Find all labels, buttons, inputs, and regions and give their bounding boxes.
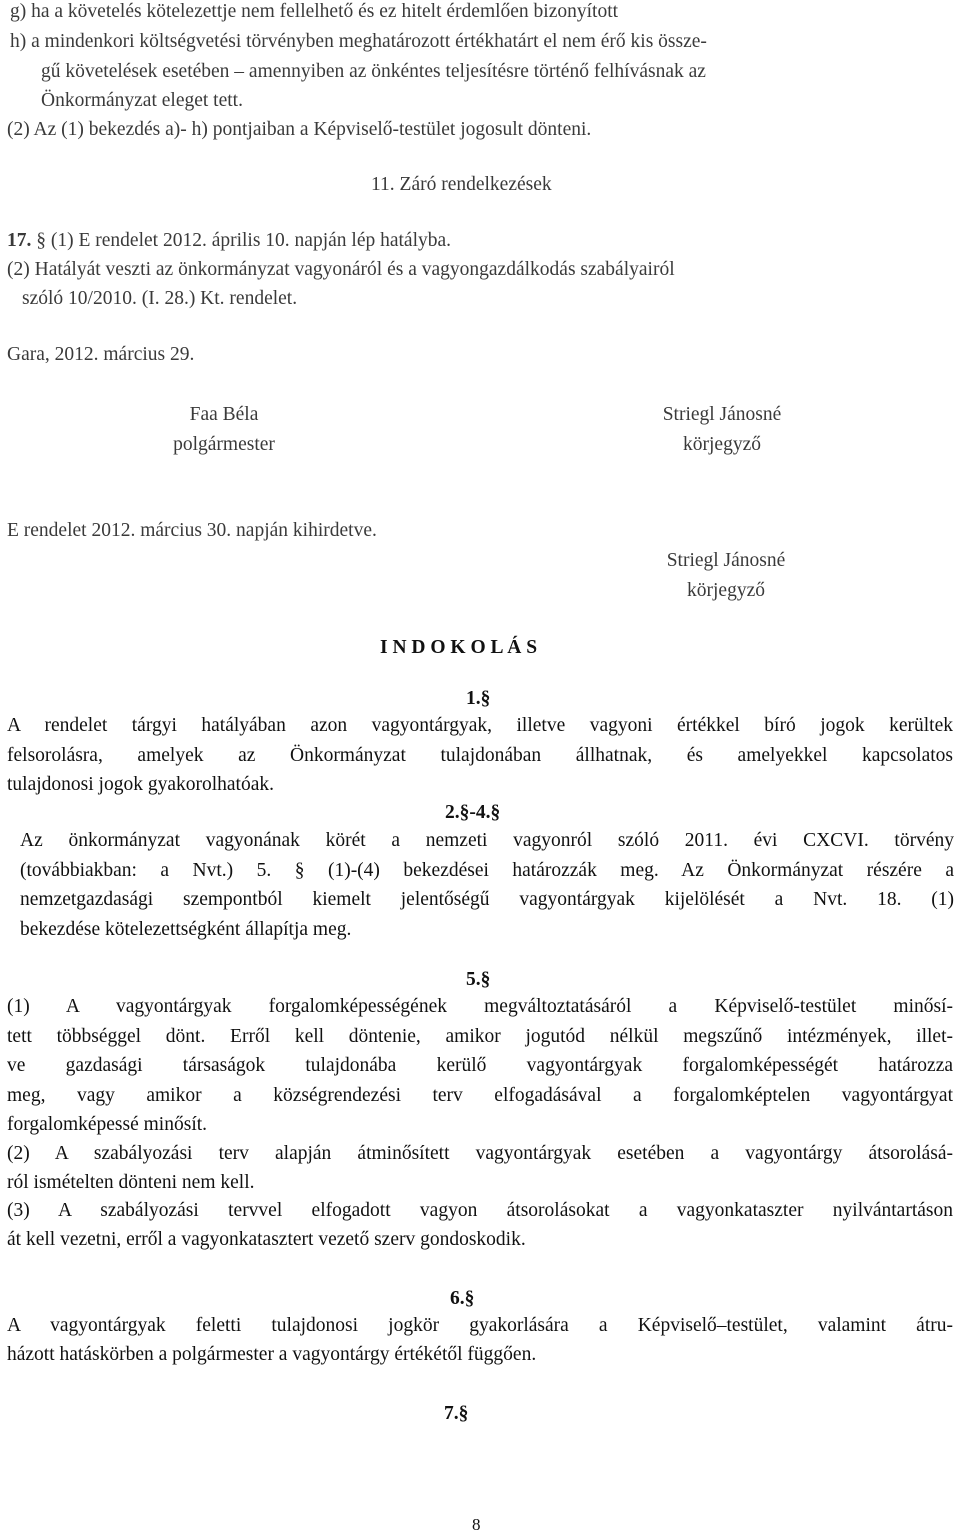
just-s2-line: bekezdése kötelezettségként állapítja meg. <box>20 919 352 940</box>
item-g: g) ha a követelés kötelezettje nem fellelhető és ez hitelt érdemlően bizonyított <box>10 1 619 22</box>
just-s5-line: (1) A vagyontárgyak forgalomképességének megváltoztatásáról a Képviselő-testület minősí- <box>7 996 953 1017</box>
notary-name: Striegl Jánosné <box>662 404 782 425</box>
just-section-6-text <box>7 1311 953 1341</box>
just-s7-num: 7. <box>444 1403 459 1424</box>
section-sign-icon: § <box>480 688 491 709</box>
item-h-line2: gű követelések esetében – amennyiben az önkéntes teljesítésre történő felhívásnak az <box>41 61 706 82</box>
mayor-title: polgármester <box>173 433 275 455</box>
place-date: Gara, 2012. március 29. <box>7 344 195 365</box>
just-s2-num: 2. <box>445 802 460 823</box>
just-s6-line: A vagyontárgyak feletti tulajdonosi jogkör gyakorlására a Képviselő–testület, valamint átru- <box>7 1315 953 1336</box>
item-h-line3: Önkormányzat eleget tett. <box>41 90 243 111</box>
section-sign-icon: § <box>458 1403 469 1424</box>
notary-title: körjegyző <box>683 433 761 455</box>
item-h-line1: h) a mindenkori költségvetési törvényben meghatározott értékhatárt el nem érő kis össze- <box>10 31 707 52</box>
just-s1-line: felsorolásra, amelyek az Önkormányzat tulajdonában állhatnak, és amelyekkel kapcsolatos <box>7 744 953 766</box>
just-s2-line: Az önkormányzat vagyonának körét a nemzeti vagyonról szóló 2011. évi CXCVI. törvény <box>20 830 954 851</box>
chapter-title: 11. Záró rendelkezések <box>371 174 552 195</box>
just-s2-line: (továbbiakban: a Nvt.) 5. § (1)-(4) bekezdései határozzák meg. Az Önkormányzat részére a <box>20 859 954 881</box>
just-section-5-number <box>466 965 490 995</box>
mayor-signature <box>124 400 324 459</box>
just-section-2-4-text <box>20 826 954 915</box>
just-section-2-4-number <box>445 798 500 828</box>
just-s5-line: (2) A szabályozási terv alapján átminősített vagyontárgyak esetében a vagyontárgy átsorolásá- <box>7 1143 953 1164</box>
just-s2-line: nemzetgazdasági szempontból kiemelt jelentőségű vagyontárgyak kijelölését a Nvt. 18. (1) <box>20 889 954 910</box>
notary2-title: körjegyző <box>687 579 765 601</box>
notary-signature-2 <box>626 546 826 605</box>
notary-signature <box>622 400 822 459</box>
section-sign-icon: § <box>36 230 46 251</box>
section-17-p2-line1: (2) Hatályát veszti az önkormányzat vagyonáról és a vagyongazdálkodás szabályairól <box>7 259 675 280</box>
just-s6-num: 6. <box>450 1288 465 1309</box>
section-sign-icon: § <box>490 802 501 823</box>
just-section-1-number <box>466 684 490 714</box>
just-s6-line: házott hatáskörben a polgármester a vagyontárgy értékétől függően. <box>7 1344 537 1365</box>
just-s4-num: -4. <box>469 802 491 823</box>
section-17-p2-line2: szóló 10/2010. (I. 28.) Kt. rendelet. <box>22 288 298 309</box>
promulgation: E rendelet 2012. március 30. napján kihirdetve. <box>7 520 377 541</box>
just-section-5-text-a <box>7 992 953 1110</box>
just-s1-line: A rendelet tárgyi hatályában azon vagyontárgyak, illetve vagyoni értékkel bíró jogok kerültek <box>7 715 953 736</box>
section-17-text: (1) E rendelet 2012. április 10. napján lép hatályba. <box>46 230 452 251</box>
section-17-line <box>7 226 451 256</box>
just-s5-line: meg, vagy amikor a községrendezési terv elfogadásával a forgalomképtelen vagyontárgyat <box>7 1084 953 1106</box>
just-s5-line: forgalomképessé minősít. <box>7 1114 208 1135</box>
just-s5-num: 5. <box>466 969 481 990</box>
paragraph-2: (2) Az (1) bekezdés a)- h) pontjaiban a Képviselő-testület jogosult dönteni. <box>7 119 592 140</box>
justification-heading: I N D O K O L Á S <box>380 637 538 658</box>
just-section-6-number <box>450 1284 474 1314</box>
section-sign-icon: § <box>459 802 470 823</box>
just-section-5-text-b <box>7 1139 953 1169</box>
page-number: 8 <box>472 1515 481 1534</box>
section-sign-icon: § <box>464 1288 475 1309</box>
mayor-name: Faa Béla <box>189 404 259 425</box>
section-sign-icon: § <box>294 859 305 881</box>
section-sign-icon: § <box>480 969 491 990</box>
just-section-7-number <box>444 1399 468 1429</box>
just-section-1-text <box>7 711 953 770</box>
just-section-5-text-c <box>7 1196 953 1226</box>
just-s5-line: ról ismételten dönteni nem kell. <box>7 1172 255 1193</box>
just-s5-line: tett többséggel dönt. Erről kell döntenie, amikor jogutód nélkül megszűnő intézmények, illet- <box>7 1025 953 1047</box>
section-17-number: 17. <box>7 230 32 251</box>
notary2-name: Striegl Jánosné <box>666 550 786 571</box>
just-s1-num: 1. <box>466 688 481 709</box>
just-s5-line: át kell vezetni, erről a vagyonkatasztert vezető szerv gondoskodik. <box>7 1229 526 1250</box>
just-s5-line: (3) A szabályozási tervvel elfogadott vagyon átsorolásokat a vagyonkataszter nyilvántartáson <box>7 1200 953 1221</box>
just-s5-line: ve gazdasági társaságok tulajdonába kerülő vagyontárgyak forgalomképességét határozza <box>7 1055 953 1076</box>
just-s1-line: tulajdonosi jogok gyakorolhatóak. <box>7 774 275 795</box>
